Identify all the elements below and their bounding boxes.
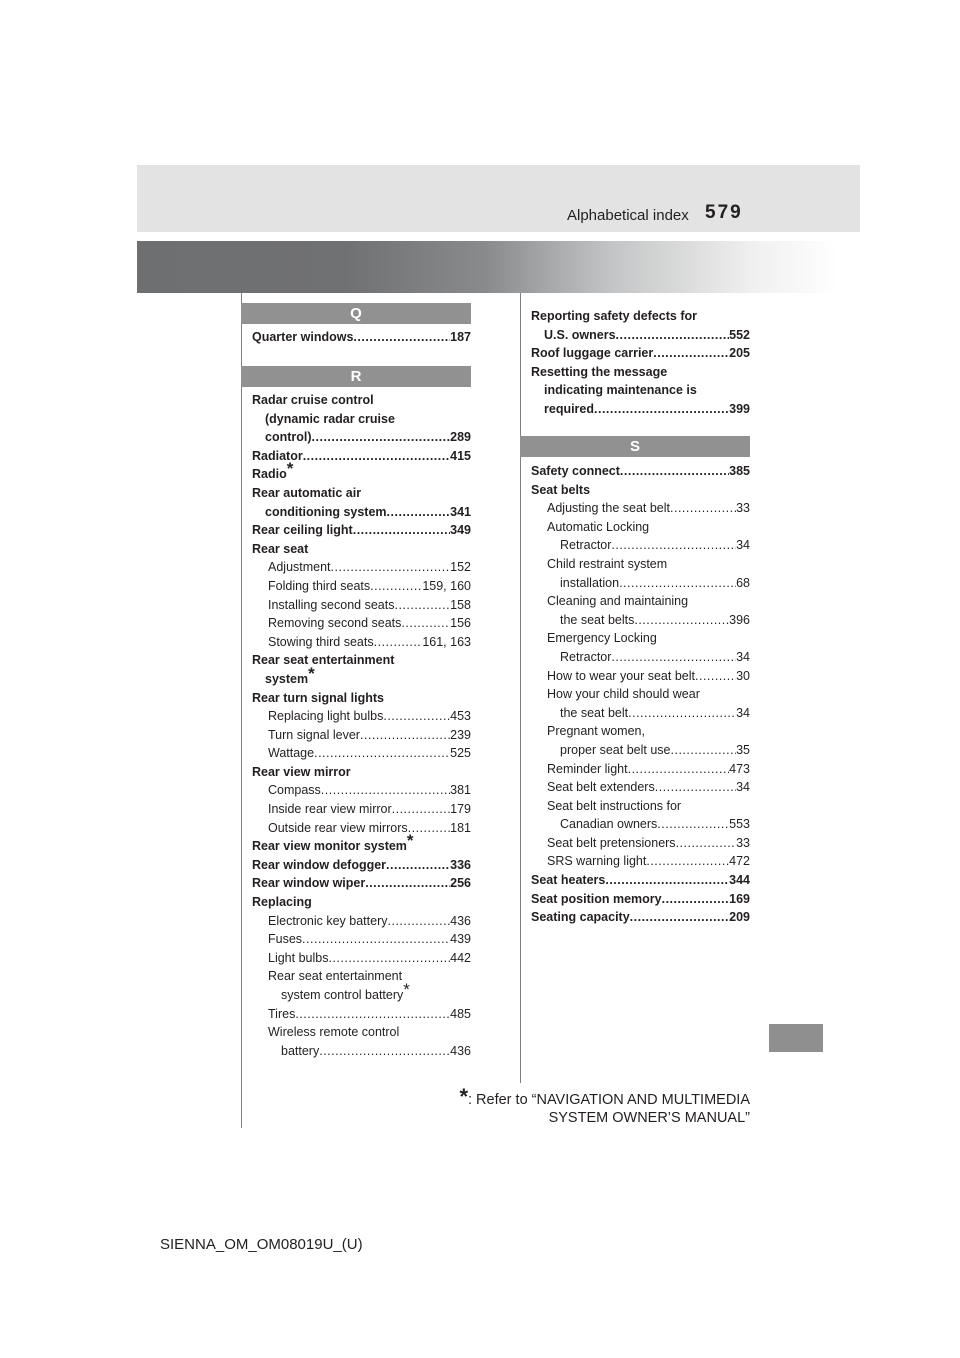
index-entry[interactable]: U.S. owners ..... 552: [531, 326, 750, 345]
index-subentry: Child restraint system: [547, 556, 668, 571]
index-subentry[interactable]: Outside rear view mirrors ..... 181: [252, 819, 471, 838]
index-subentry-cont[interactable]: battery ..... 436: [252, 1042, 471, 1061]
index-entry[interactable]: Rear window defogger ..... 336: [252, 856, 471, 875]
section-header-s: S: [520, 436, 750, 457]
index-subentry: Emergency Locking: [547, 631, 657, 646]
index-entry[interactable]: Seat position memory ..... 169: [531, 890, 750, 909]
footnote-line-1: : Refer to “NAVIGATION AND MULTIMEDIA: [468, 1092, 750, 1108]
index-entry[interactable]: Safety connect ..... 385: [531, 462, 750, 481]
index-subentry[interactable]: Tires ..... 485: [252, 1005, 471, 1024]
index-entry[interactable]: conditioning system ..... 341: [252, 503, 471, 522]
document-id: SIENNA_OM_OM08019U_(U): [160, 1236, 363, 1253]
index-entry: Rear seat: [252, 541, 309, 556]
column-divider-middle: [520, 293, 521, 1083]
header-band: [137, 165, 860, 232]
section-header-r: R: [241, 366, 471, 387]
index-entry: Radar cruise control: [252, 393, 374, 407]
index-subentry: Seat belt instructions for: [547, 798, 682, 813]
index-subentry[interactable]: Turn signal lever ..... 239: [252, 726, 471, 745]
index-subentry[interactable]: Installing second seats ..... 158: [252, 596, 471, 615]
index-subentry: Rear seat entertainment: [268, 969, 403, 984]
index-subentry[interactable]: Adjustment ..... 152: [252, 558, 471, 577]
index-subentry: Wireless remote control: [268, 1025, 400, 1040]
index-subentry[interactable]: Replacing light bulbs ..... 453: [252, 707, 471, 726]
index-entry: Rear view mirror: [252, 764, 351, 779]
index-entry[interactable]: Radiator ..... 415: [252, 447, 471, 466]
index-subentry[interactable]: How to wear your seat belt ..... 30: [531, 667, 750, 686]
index-subentry[interactable]: Electronic key battery ..... 436: [252, 912, 471, 931]
index-entry[interactable]: Seat heaters ..... 344: [531, 871, 750, 890]
index-column-r-cont: [531, 307, 750, 419]
index-entry: Rear automatic air: [252, 485, 362, 500]
index-subentry[interactable]: SRS warning light ..... 472: [531, 852, 750, 871]
index-subentry-cont: system control battery*: [281, 979, 410, 1002]
index-column-s: [531, 462, 750, 927]
index-subentry[interactable]: Adjusting the seat belt ..... 33: [531, 499, 750, 518]
index-subentry[interactable]: Seat belt pretensioners ..... 33: [531, 834, 750, 853]
index-subentry-cont[interactable]: Retractor ..... 34: [531, 536, 750, 555]
index-entry: Reporting safety defects for: [531, 309, 698, 323]
index-subentry-cont[interactable]: proper seat belt use ..... 35: [531, 741, 750, 760]
index-entry[interactable]: Seating capacity ..... 209: [531, 908, 750, 927]
index-entry-cont: system*: [265, 663, 315, 686]
index-subentry[interactable]: Seat belt extenders ..... 34: [531, 778, 750, 797]
column-divider-left: [241, 293, 242, 1128]
section-tab-marker: [769, 1024, 823, 1052]
index-subentry-cont[interactable]: Retractor ..... 34: [531, 648, 750, 667]
index-entry: Replacing: [252, 895, 312, 910]
index-entry: Rear view monitor system*: [252, 831, 414, 854]
page-number: 579: [705, 202, 743, 223]
index-entry[interactable]: Quarter windows ..... 187: [252, 328, 471, 347]
index-subentry-cont[interactable]: installation ..... 68: [531, 574, 750, 593]
footnote-line-2: SYSTEM OWNER’S MANUAL”: [548, 1110, 750, 1126]
index-column-q: [252, 328, 471, 347]
index-subentry[interactable]: Fuses ..... 439: [252, 930, 471, 949]
index-subentry-cont[interactable]: the seat belt ..... 34: [531, 704, 750, 723]
index-entry: Rear turn signal lights: [252, 690, 384, 705]
footnote-star: *: [459, 1084, 468, 1109]
index-entry[interactable]: Rear window wiper ..... 256: [252, 874, 471, 893]
index-entry: Resetting the message: [531, 364, 668, 379]
index-entry[interactable]: control) ..... 289: [252, 428, 471, 447]
index-subentry: Cleaning and maintaining: [547, 594, 689, 609]
index-entry[interactable]: Roof luggage carrier ..... 205: [531, 344, 750, 363]
index-subentry[interactable]: Compass ..... 381: [252, 781, 471, 800]
page-title: Alphabetical index: [567, 207, 689, 224]
index-column-r: [252, 391, 471, 1060]
index-entry: Rear seat entertainment: [252, 653, 395, 668]
index-subentry[interactable]: Removing second seats ..... 156: [252, 614, 471, 633]
index-subentry[interactable]: Reminder light ..... 473: [531, 760, 750, 779]
index-subentry[interactable]: Folding third seats ..... 159, 160: [252, 577, 471, 596]
index-subentry: How your child should wear: [547, 687, 700, 702]
index-subentry[interactable]: Inside rear view mirror ..... 179: [252, 800, 471, 819]
index-entry[interactable]: Rear ceiling light ..... 349: [252, 521, 471, 540]
index-subentry: Automatic Locking: [547, 519, 650, 534]
index-subentry[interactable]: Light bulbs ..... 442: [252, 949, 471, 968]
index-subentry[interactable]: Stowing third seats ..... 161, 163: [252, 633, 471, 652]
footnote: [380, 1084, 750, 1126]
index-subentry[interactable]: Wattage ..... 525: [252, 744, 471, 763]
index-entry[interactable]: required ..... 399: [531, 400, 750, 419]
index-entry-cont: (dynamic radar cruise: [265, 411, 395, 426]
index-entry-cont: indicating maintenance is: [544, 383, 697, 398]
index-subentry-cont[interactable]: the seat belts ..... 396: [531, 611, 750, 630]
decorative-gradient-bar: [137, 241, 837, 293]
index-subentry: Pregnant women,: [547, 724, 645, 739]
index-entry: Radio*: [252, 459, 294, 482]
index-entry: Seat belts: [531, 482, 591, 497]
section-header-q: Q: [241, 303, 471, 324]
index-subentry-cont[interactable]: Canadian owners ..... 553: [531, 815, 750, 834]
